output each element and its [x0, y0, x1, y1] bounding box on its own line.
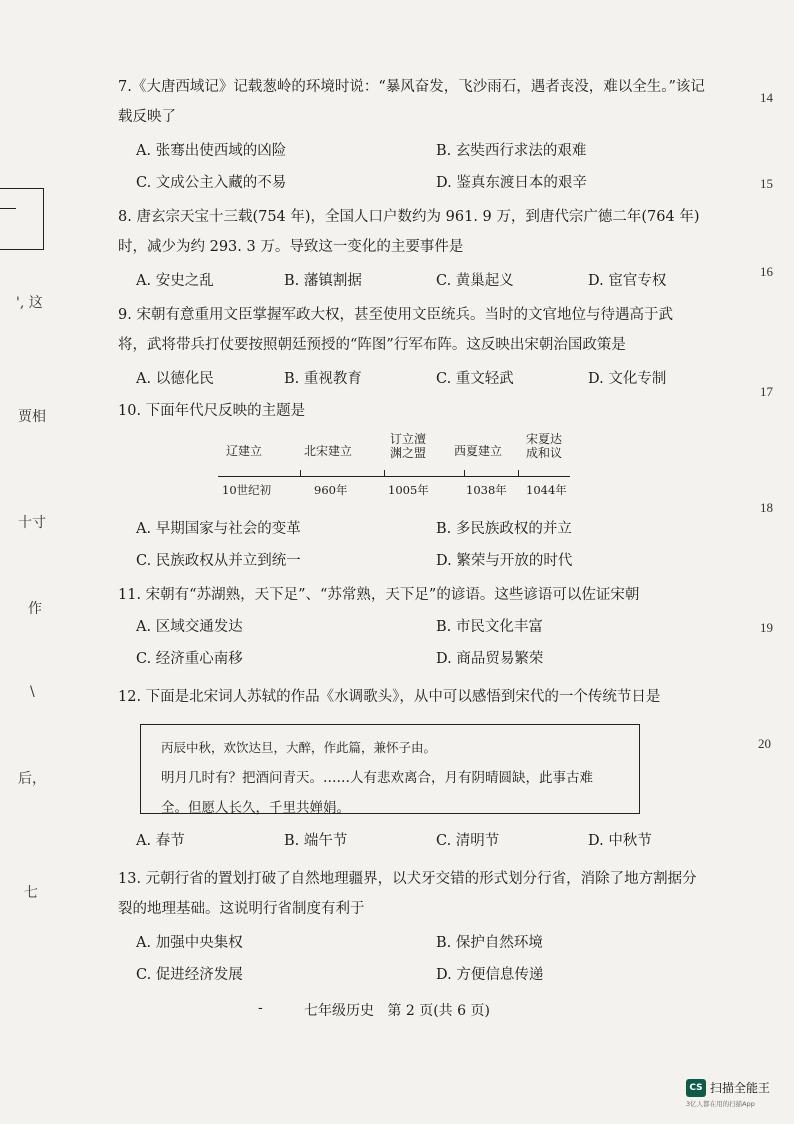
question-stem: 裂的地理基础。这说明行省制度有利于: [118, 901, 365, 917]
option-a[interactable]: A. 早期国家与社会的变革: [136, 521, 301, 537]
question-7-options: [136, 136, 721, 200]
option-b[interactable]: B. 玄奘西行求法的艰难: [436, 143, 587, 159]
option-b[interactable]: B. 端午节: [284, 833, 348, 849]
timeline-year: 1038年: [466, 483, 507, 497]
question-13: [118, 864, 703, 924]
option-b[interactable]: B. 保护自然环境: [436, 935, 543, 951]
poem-box: [140, 724, 640, 814]
option-b[interactable]: B. 藩镇割据: [284, 273, 362, 289]
question-12: [118, 682, 703, 712]
option-d[interactable]: D. 繁荣与开放的时代: [436, 553, 573, 569]
option-c[interactable]: C. 重文轻武: [436, 371, 514, 387]
margin-number: 18: [760, 500, 773, 515]
poem-line: 全。但愿人长久，千里共婵娟。: [161, 800, 350, 816]
timeline-event: 北宋建立: [304, 444, 353, 458]
poem-preface: 丙辰中秋，欢饮达旦，大醉，作此篇，兼怀子由。: [161, 740, 437, 755]
left-fragment: 后，: [18, 771, 46, 787]
option-d[interactable]: D. 商品贸易繁荣: [436, 651, 544, 667]
margin-number: 16: [760, 264, 773, 279]
option-a[interactable]: A. 张骞出使西域的凶险: [136, 143, 287, 159]
left-fragment: 贾相: [18, 409, 46, 425]
question-stem: 9. 宋朝有意重用文臣掌握军政大权，甚至使用文臣统兵。当时的文官地位与待遇高于武: [118, 307, 673, 323]
question-9-options: [136, 364, 721, 396]
cs-logo-icon: CS: [686, 1079, 706, 1097]
question-stem: 10. 下面年代尺反映的主题是: [118, 403, 306, 419]
question-stem: 12. 下面是北宋词人苏轼的作品《水调歌头》，从中可以感悟到宋代的一个传统节日是: [118, 689, 661, 705]
option-c[interactable]: C. 黄巢起义: [436, 273, 514, 289]
left-edge-box-line: [0, 208, 16, 209]
left-fragment: 七: [24, 885, 38, 901]
timeline-tick: [518, 470, 519, 476]
question-11-options: [136, 612, 721, 676]
footer-dash: -: [258, 1000, 263, 1016]
question-stem: 11. 宋朝有“苏湖熟，天下足”、“苏常熟，天下足”的谚语。这些谚语可以佐证宋朝: [118, 587, 640, 603]
margin-number: 17: [760, 384, 773, 399]
question-9: [118, 300, 703, 360]
question-8: [118, 202, 703, 262]
timeline-year: 1044年: [526, 483, 567, 497]
timeline: [218, 430, 578, 500]
page-footer: 七年级历史 第 2 页(共 6 页): [304, 1003, 490, 1019]
scanner-name: 扫描全能王: [710, 1081, 771, 1095]
timeline-year: 10世纪初: [222, 483, 272, 497]
question-8-options: [136, 266, 721, 298]
margin-number: 19: [760, 620, 773, 635]
timeline-year: 1005年: [388, 483, 429, 497]
timeline-year: 960年: [314, 483, 348, 497]
margin-number: 15: [760, 176, 773, 191]
option-a[interactable]: A. 区域交通发达: [136, 619, 243, 635]
left-fragment: 作: [28, 601, 42, 617]
option-b[interactable]: B. 多民族政权的并立: [436, 521, 572, 537]
margin-number: 14: [760, 90, 773, 105]
question-stem: 7.《大唐西域记》记载葱岭的环境时说：“暴风奋发，飞沙雨石，遇者丧没，难以全生。”该记: [118, 79, 705, 95]
question-13-options: [136, 928, 721, 992]
timeline-tick: [464, 470, 465, 476]
left-fragment: \: [30, 684, 35, 700]
timeline-axis: [218, 476, 570, 477]
option-c[interactable]: C. 文成公主入藏的不易: [136, 175, 287, 191]
question-stem: 8. 唐玄宗天宝十三载(754 年)，全国人口户数约为 961. 9 万，到唐代宗广德二年(764 年): [118, 209, 700, 225]
margin-number: 20: [758, 736, 771, 751]
question-11: [118, 580, 703, 610]
scanner-tagline: 3亿人都在用的扫描App: [686, 1100, 755, 1108]
timeline-tick: [300, 470, 301, 476]
left-edge-box: [0, 188, 44, 250]
timeline-event: 订立澶 渊之盟: [390, 432, 427, 460]
option-a[interactable]: A. 春节: [136, 833, 185, 849]
left-fragment: 十寸: [18, 515, 46, 531]
question-7: [118, 72, 703, 132]
question-12-options: [136, 826, 721, 858]
left-fragment: ', 这: [16, 295, 43, 311]
option-c[interactable]: C. 促进经济发展: [136, 967, 243, 983]
question-10: [118, 396, 703, 426]
option-d[interactable]: D. 宦官专权: [588, 273, 667, 289]
option-d[interactable]: D. 中秋节: [588, 833, 652, 849]
poem-line: 明月几时有？把酒问青天。……人有悲欢离合，月有阴晴圆缺，此事古难: [161, 770, 593, 786]
timeline-event: 西夏建立: [454, 444, 503, 458]
option-d[interactable]: D. 文化专制: [588, 371, 667, 387]
option-b[interactable]: B. 市民文化丰富: [436, 619, 543, 635]
timeline-event: 宋夏达 成和议: [526, 432, 563, 460]
option-b[interactable]: B. 重视教育: [284, 371, 362, 387]
option-a[interactable]: A. 加强中央集权: [136, 935, 243, 951]
option-a[interactable]: A. 安史之乱: [136, 273, 214, 289]
timeline-tick: [384, 470, 385, 476]
question-stem: 13. 元朝行省的置划打破了自然地理疆界，以犬牙交错的形式划分行省，消除了地方割据分: [118, 871, 697, 887]
option-c[interactable]: C. 民族政权从并立到统一: [136, 553, 301, 569]
question-stem: 将，武将带兵打仗要按照朝廷预授的“阵图”行军布阵。这反映出宋朝治国政策是: [118, 337, 626, 353]
question-stem: 载反映了: [118, 109, 176, 125]
option-a[interactable]: A. 以德化民: [136, 371, 214, 387]
question-stem: 时，减少为约 293. 3 万。导致这一变化的主要事件是: [118, 239, 464, 255]
scanner-watermark: [686, 1079, 776, 1109]
option-c[interactable]: C. 经济重心南移: [136, 651, 243, 667]
question-10-options: [136, 514, 721, 578]
timeline-event: 辽建立: [226, 444, 263, 458]
option-c[interactable]: C. 清明节: [436, 833, 500, 849]
option-d[interactable]: D. 鉴真东渡日本的艰辛: [436, 175, 587, 191]
option-d[interactable]: D. 方便信息传递: [436, 967, 544, 983]
